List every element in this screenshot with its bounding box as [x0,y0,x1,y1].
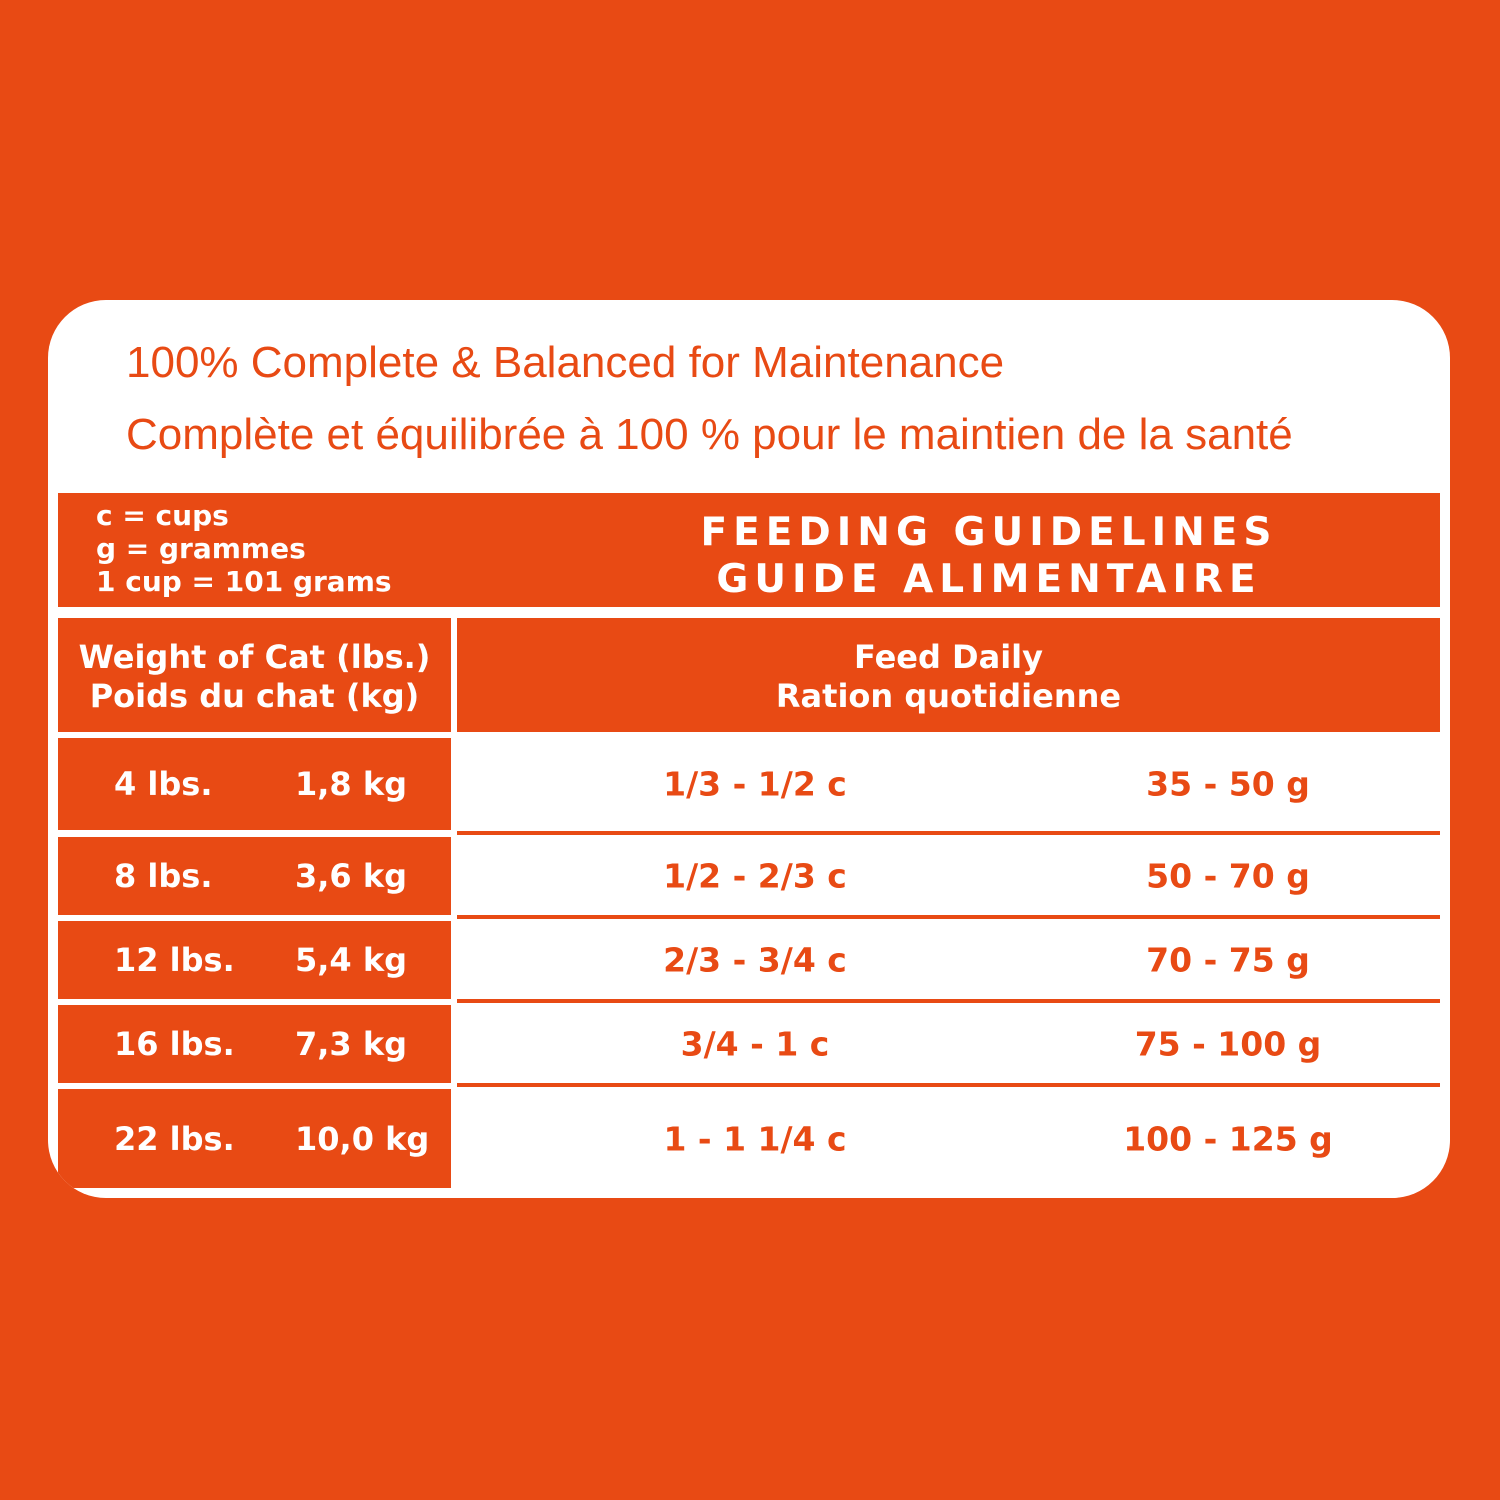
feed-header-en: Feed Daily [854,638,1043,676]
maintenance-title-fr: Complète et équilibrée à 100 % pour le maintien de la santé [126,410,1293,459]
row-divider [457,999,1440,1003]
weight-kg: 7,3 kg [295,1025,408,1063]
feed-row [457,921,1440,999]
unit-legend-conversion: 1 cup = 101 grams [96,565,392,598]
feed-cups: 2/3 - 3/4 c [663,940,847,980]
weight-lbs: 12 lbs. [114,941,235,979]
feed-grams: 75 - 100 g [1134,1024,1322,1064]
feed-row [457,1005,1440,1083]
weight-kg: 10,0 kg [295,1119,430,1158]
feed-row [457,837,1440,915]
feeding-guidelines-title-en: FEEDING GUIDELINES [700,510,1278,555]
feed-header-fr: Ration quotidienne [775,677,1122,715]
feed-grams: 70 - 75 g [1146,940,1310,980]
weight-kg: 1,8 kg [295,765,408,803]
feeding-guidelines-banner [58,493,1440,607]
feed-grams: 100 - 125 g [1123,1119,1333,1158]
feeding-card [48,300,1450,1198]
feed-daily-column-header [457,618,1440,732]
weight-cell [58,738,451,830]
weight-kg: 5,4 kg [295,941,408,979]
weight-lbs: 22 lbs. [114,1119,235,1158]
feed-cups: 1 - 1 1/4 c [663,1119,847,1158]
weight-cell [58,1005,451,1083]
row-divider [457,915,1440,919]
feed-row [457,1089,1440,1188]
feeding-guidelines-title-fr: GUIDE ALIMENTAIRE [716,557,1262,602]
weight-header-fr: Poids du chat (kg) [89,677,420,715]
row-divider [457,1083,1440,1087]
unit-legend-cups: c = cups [96,499,229,532]
feed-cups: 1/3 - 1/2 c [663,764,847,804]
weight-cell [58,837,451,915]
weight-lbs: 16 lbs. [114,1025,235,1063]
unit-legend [96,499,392,598]
weight-lbs: 8 lbs. [114,857,213,895]
feed-grams: 50 - 70 g [1146,856,1310,896]
feed-row [457,738,1440,830]
weight-cell [58,921,451,999]
feeding-guidelines-title [538,509,1440,603]
weight-column-header [58,618,451,732]
feed-grams: 35 - 50 g [1146,764,1310,804]
feed-cups: 3/4 - 1 c [680,1024,830,1064]
feed-cups: 1/2 - 2/3 c [663,856,847,896]
row-divider [457,831,1440,835]
weight-header-en: Weight of Cat (lbs.) [78,638,431,676]
weight-kg: 3,6 kg [295,857,408,895]
unit-legend-grammes: g = grammes [96,532,306,565]
maintenance-title-en: 100% Complete & Balanced for Maintenance [126,338,1005,387]
weight-cell [58,1089,451,1188]
weight-lbs: 4 lbs. [114,765,213,803]
